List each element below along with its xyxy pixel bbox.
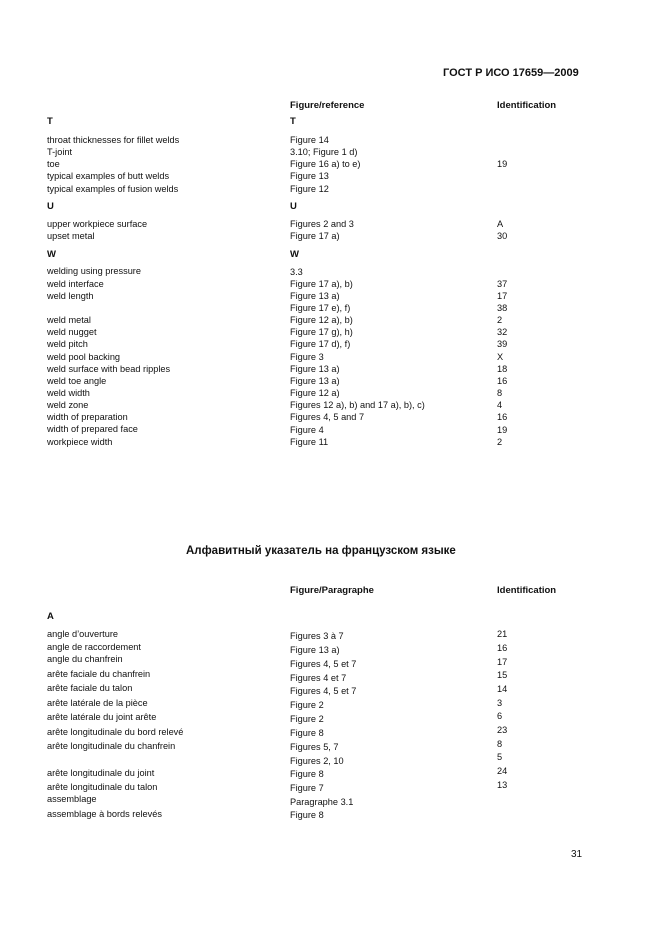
fr-index-term: angle de raccordement [47, 642, 141, 652]
section-letter-a: A [47, 611, 54, 622]
fr-index-ref: Figure 2 [290, 714, 324, 724]
index-id: 37 [497, 279, 508, 289]
index-term: T-joint [47, 147, 73, 157]
index-id: 16 [497, 412, 508, 422]
fr-index-ref: Figures 3 à 7 [290, 631, 344, 641]
fr-index-ref: Figures 2, 10 [290, 756, 344, 766]
fr-index-term: arête longitudinale du joint [47, 768, 155, 778]
col-header-figure-paragraphe: Figure/Paragraphe [290, 585, 374, 596]
fr-index-term: assemblage [47, 794, 97, 804]
index-ref: Figure 17 d), f) [290, 339, 351, 349]
fr-index-term: arête latérale de la pièce [47, 698, 148, 708]
index-ref: Figure 12 [290, 184, 329, 194]
fr-index-term: angle du chanfrein [47, 654, 123, 664]
col-header-figure-reference: Figure/reference [290, 100, 365, 111]
index-term: weld metal [47, 315, 91, 325]
index-term: weld nugget [47, 327, 97, 337]
index-id: 2 [497, 315, 503, 325]
index-id: 4 [497, 400, 503, 410]
section-letter-w-ref: W [290, 249, 299, 260]
fr-index-id: 15 [497, 670, 508, 680]
index-term: toe [47, 159, 60, 169]
fr-index-id: 6 [497, 711, 503, 721]
index-ref: Figure 14 [290, 135, 329, 145]
index-id: 17 [497, 291, 508, 301]
fr-index-ref: Figures 5, 7 [290, 742, 339, 752]
fr-index-ref: Figure 8 [290, 769, 324, 779]
index-ref: Figure 17 a), b) [290, 279, 353, 289]
index-ref: 3.10; Figure 1 d) [290, 147, 358, 157]
index-id: 16 [497, 376, 508, 386]
index-ref: Figures 2 and 3 [290, 219, 354, 229]
index-id: A [497, 219, 504, 229]
french-index-title: Алфавитный указатель на французском языке [186, 545, 456, 557]
fr-index-ref: Figure 2 [290, 700, 324, 710]
index-ref: Figure 17 e), f) [290, 303, 351, 313]
section-letter-u: U [47, 201, 54, 212]
fr-index-id: 23 [497, 725, 508, 735]
index-term: throat thicknesses for fillet welds [47, 135, 180, 145]
index-id: 19 [497, 425, 508, 435]
index-ref: Figure 11 [290, 437, 329, 447]
index-ref: Figure 12 a), b) [290, 315, 353, 325]
col-header-identification: Identification [497, 100, 557, 111]
fr-index-ref: Figure 8 [290, 810, 324, 820]
index-ref: 3.3 [290, 267, 303, 277]
index-id: 32 [497, 327, 508, 337]
fr-index-ref: Figure 8 [290, 728, 324, 738]
section-letter-w: W [47, 249, 56, 260]
index-ref: Figure 13 [290, 171, 329, 181]
fr-index-id: 16 [497, 643, 508, 653]
index-id: 18 [497, 364, 508, 374]
index-term: weld surface with bead ripples [47, 364, 171, 374]
index-term: typical examples of fusion welds [47, 184, 179, 194]
index-term: weld pitch [47, 339, 88, 349]
index-term: welding using pressure [47, 266, 141, 276]
index-ref: Figure 13 a) [290, 376, 340, 386]
index-term: width of preparation [47, 412, 128, 422]
index-id: 19 [497, 159, 508, 169]
fr-index-id: 21 [497, 629, 508, 639]
index-term: weld interface [47, 279, 104, 289]
fr-index-id: 17 [497, 657, 508, 667]
index-term: weld zone [47, 400, 89, 410]
index-ref: Figure 4 [290, 425, 324, 435]
page-header-title: ГОСТ Р ИСО 17659—2009 [443, 67, 579, 79]
fr-index-term: assemblage à bords relevés [47, 809, 162, 819]
index-term: workpiece width [47, 437, 113, 447]
fr-index-term: arête faciale du talon [47, 683, 133, 693]
index-id: 39 [497, 339, 508, 349]
index-ref: Figure 3 [290, 352, 324, 362]
fr-index-id: 24 [497, 766, 508, 776]
index-ref: Figure 13 a) [290, 364, 340, 374]
fr-index-term: arête latérale du joint arête [47, 712, 157, 722]
fr-index-term: arête longitudinale du talon [47, 782, 158, 792]
index-term: upset metal [47, 231, 95, 241]
index-term: weld pool backing [47, 352, 121, 362]
page-number: 31 [571, 849, 583, 860]
fr-index-id: 13 [497, 780, 508, 790]
fr-index-id: 8 [497, 739, 503, 749]
index-ref: Figure 16 a) to e) [290, 159, 361, 169]
index-ref: Figure 17 g), h) [290, 327, 353, 337]
index-term: typical examples of butt welds [47, 171, 170, 181]
index-ref: Figures 4, 5 and 7 [290, 412, 365, 422]
index-id: 38 [497, 303, 508, 313]
section-letter-t-ref: T [290, 116, 296, 127]
index-term: weld width [47, 388, 90, 398]
section-letter-u-ref: U [290, 201, 297, 212]
index-term: upper workpiece surface [47, 219, 148, 229]
fr-index-term: arête longitudinale du chanfrein [47, 741, 176, 751]
index-id: 2 [497, 437, 503, 447]
col-header-identification-fr: Identification [497, 585, 557, 596]
index-ref: Figure 17 a) [290, 231, 340, 241]
index-ref: Figure 13 a) [290, 291, 340, 301]
fr-index-ref: Figure 13 a) [290, 645, 340, 655]
fr-index-ref: Figures 4, 5 et 7 [290, 686, 357, 696]
section-letter-t: T [47, 116, 53, 127]
fr-index-ref: Figures 4, 5 et 7 [290, 659, 357, 669]
index-ref: Figure 12 a) [290, 388, 340, 398]
index-term: width of prepared face [47, 424, 138, 434]
index-ref: Figures 12 a), b) and 17 a), b), c) [290, 400, 425, 410]
fr-index-id: 5 [497, 752, 503, 762]
fr-index-term: arête longitudinale du bord relevé [47, 727, 184, 737]
fr-index-term: angle d’ouverture [47, 629, 118, 639]
fr-index-ref: Figure 7 [290, 783, 324, 793]
fr-index-term: arête faciale du chanfrein [47, 669, 151, 679]
index-term: weld toe angle [47, 376, 107, 386]
fr-index-id: 3 [497, 698, 503, 708]
index-term: weld length [47, 291, 94, 301]
fr-index-ref: Figures 4 et 7 [290, 673, 347, 683]
index-id: X [497, 352, 504, 362]
fr-index-ref: Paragraphe 3.1 [290, 797, 354, 807]
index-id: 8 [497, 388, 503, 398]
index-id: 30 [497, 231, 508, 241]
fr-index-id: 14 [497, 684, 508, 694]
